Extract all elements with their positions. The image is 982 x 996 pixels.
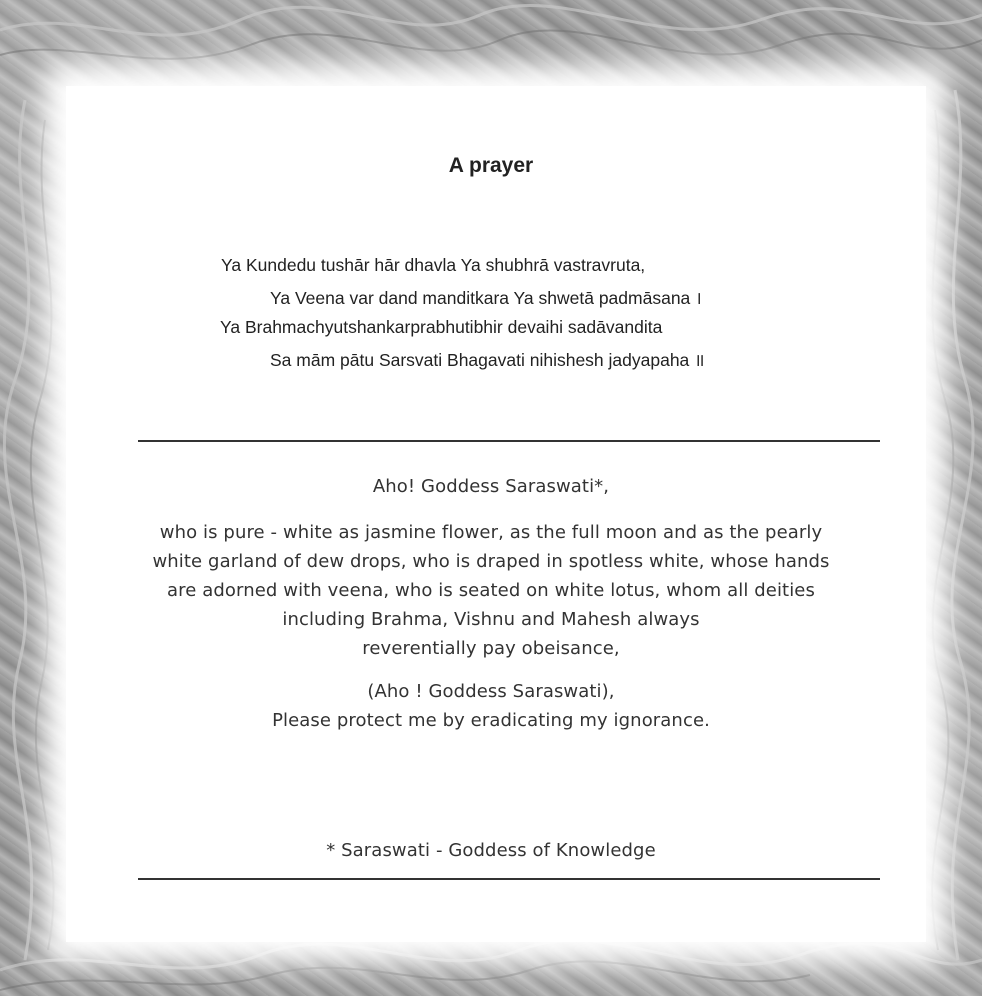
translation-closing [120, 677, 862, 735]
page-title: A prayer [448, 154, 534, 177]
translation-invocation: Aho! Goddess Saraswati*, [372, 476, 610, 497]
verse-line: Ya Brahmachyutshankarprabhutibhir devaihi sadāvandita [220, 317, 663, 337]
translation-line: Please protect me by eradicating my ignorance. [272, 710, 710, 731]
translation-line: who is pure - white as jasmine flower, as the full moon and as the pearly [159, 522, 823, 543]
translation-body [120, 518, 862, 663]
divider-rule [138, 878, 880, 880]
verse-line: Ya Veena var dand manditkara Ya shwetā padmāsana । [270, 288, 702, 308]
translation-line: (Aho ! Goddess Saraswati), [367, 681, 615, 702]
translation-line: reverentially pay obeisance, [362, 638, 620, 659]
verse-line: Sa mām pātu Sarsvati Bhagavati nihishesh jadyapaha ॥ [270, 350, 705, 370]
divider-rule [138, 440, 880, 442]
translation-line: are adorned with veena, who is seated on white lotus, whom all deities [167, 580, 815, 601]
translation-line: including Brahma, Vishnu and Mahesh always [282, 609, 700, 630]
translation-line: white garland of dew drops, who is draped in spotless white, whose hands [152, 551, 830, 572]
content-panel [66, 86, 926, 942]
verse-line: Ya Kundedu tushār hār dhavla Ya shubhrā vastravruta, [221, 255, 646, 275]
footnote: * Saraswati - Goddess of Knowledge [326, 840, 656, 861]
